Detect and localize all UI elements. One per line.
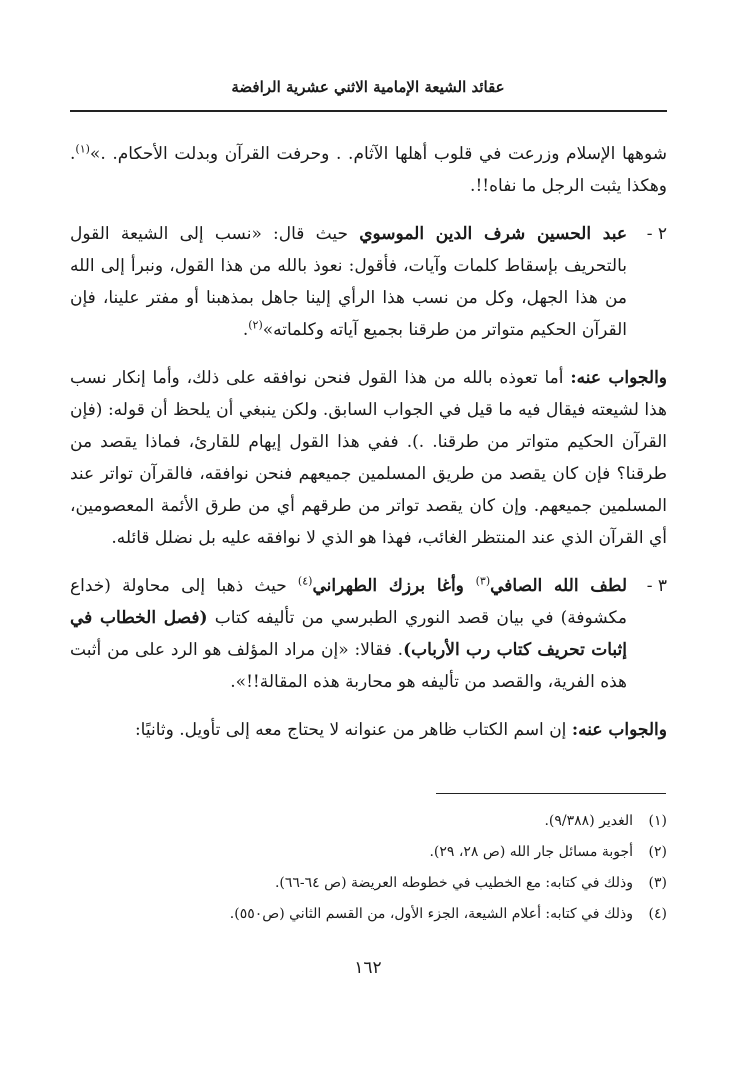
footnote-ref-4[interactable]: (٤) — [297, 574, 313, 588]
running-header: عقائد الشيعة الإمامية الاثني عشرية الرافضة — [231, 78, 505, 96]
paragraph-continuation — [70, 138, 667, 202]
footnotes — [70, 806, 667, 930]
footnote-rule — [436, 793, 666, 794]
footnote-ref-2[interactable]: (٢) — [248, 318, 263, 332]
item-number: ٢ - — [646, 224, 667, 244]
answer-label: والجواب عنه: — [570, 368, 667, 388]
footnote — [70, 868, 667, 899]
continuation-conclusion: . وهكذا يثبت الرجل ما نفاه!!. — [70, 144, 667, 196]
footnote-text: وذلك في كتابه: مع الخطيب في خطوطه العريضة (ص ٦٤-٦٦). — [274, 875, 633, 891]
item-text-end: . فقالا: «إن مراد المؤلف هو الرد على من أثبت هذه الفرية، والقصد من تأليفه هو محاربة هذه المقالة!!». — [70, 640, 627, 692]
footnote — [70, 806, 667, 837]
item-number: ٣ - — [646, 576, 667, 596]
header-rule — [70, 110, 667, 112]
sentence-end: . — [242, 320, 249, 340]
continuation-text: شوهها الإسلام وزرعت في قلوب أهلها الآثام. . وحرفت القرآن وبدلت الأحكام. .» — [89, 144, 667, 164]
footnote-ref-3[interactable]: (٣) — [475, 574, 491, 588]
answer-label: والجواب عنه: — [571, 720, 667, 740]
main-text — [70, 138, 667, 762]
answer-text: أما تعوذه بالله من هذا القول فنحن نوافقه على ذلك، وأما إنكار نسب هذا لشيعته فيقال فيه ما قيل في الجواب السابق. ولكن ينبغي أن يلحظ أن قوله: (فإن القرآن الحكيم متواتر من طرقنا. .). ففي هذا القول إيهام للقارئ، فماذا يقصد من طرقنا؟ فإن كان يقصد من طريق المسلمين جميعهم فنحن نوافقه، فالقرآن تواتر عند المسلمين جميعهم. وإن كان يقصد تواتر من طرقهم أي من طرق الأئمة المعصومين، أي القرآن الذي عند المنتظر الغائب، فهذا هو الذي لا نوافقه عليه بل نضلل قائله. — [70, 368, 667, 548]
author-name-1: لطف الله الصافي — [490, 576, 628, 596]
footnote-number: (١) — [648, 813, 667, 829]
footnote-number: (٢) — [648, 844, 667, 860]
answer-text: إن اسم الكتاب ظاهر من عنوانه لا يحتاج معه إلى تأويل. وثانيًا: — [134, 720, 572, 740]
list-item-3 — [70, 570, 667, 698]
author-name: عبد الحسين شرف الدين الموسوي — [359, 224, 628, 244]
book-title: (فصل الخطاب في إثبات تحريف كتاب رب الأرباب) — [70, 608, 627, 660]
list-item-2 — [70, 218, 667, 346]
footnote — [70, 837, 667, 868]
footnote-text: أجوبة مسائل جار الله (ص ٢٨، ٢٩). — [429, 844, 633, 860]
footnote-text: الغدير (٩/٣٨٨). — [544, 813, 633, 829]
page-number: ١٦٢ — [354, 958, 382, 978]
item-body — [70, 218, 627, 346]
footnote-text: وذلك في كتابه: أعلام الشيعة، الجزء الأول، من القسم الثاني (ص٥٥٠). — [229, 906, 633, 922]
author-name-2: وأغا برزك الطهراني — [312, 576, 476, 596]
footnote-number: (٣) — [648, 875, 667, 891]
quote-text: حيث قال: «نسب إلى الشيعة القول بالتحريف بإسقاط كلمات وآيات، فأقول: نعوذ بالله من هذا القول، ونبرأ إلى الله من هذا الجهل، وكل من نسب هذا الرأي إلينا جاهل بمذهبنا أو مفتر علينا، فإن القرآن الحكيم متواتر من طرقنا بجميع آياته وكلماته» — [70, 224, 627, 340]
footnote-ref-1[interactable]: (١) — [75, 142, 90, 156]
footnote — [70, 899, 667, 930]
item-text: حيث ذهبا إلى محاولة (خداع مكشوفة) في بيان قصد النوري الطبرسي من تأليفه كتاب — [70, 576, 627, 628]
answer-paragraph-2 — [70, 714, 667, 746]
answer-paragraph-1 — [70, 362, 667, 554]
item-body — [70, 570, 627, 698]
footnote-number: (٤) — [648, 906, 667, 922]
